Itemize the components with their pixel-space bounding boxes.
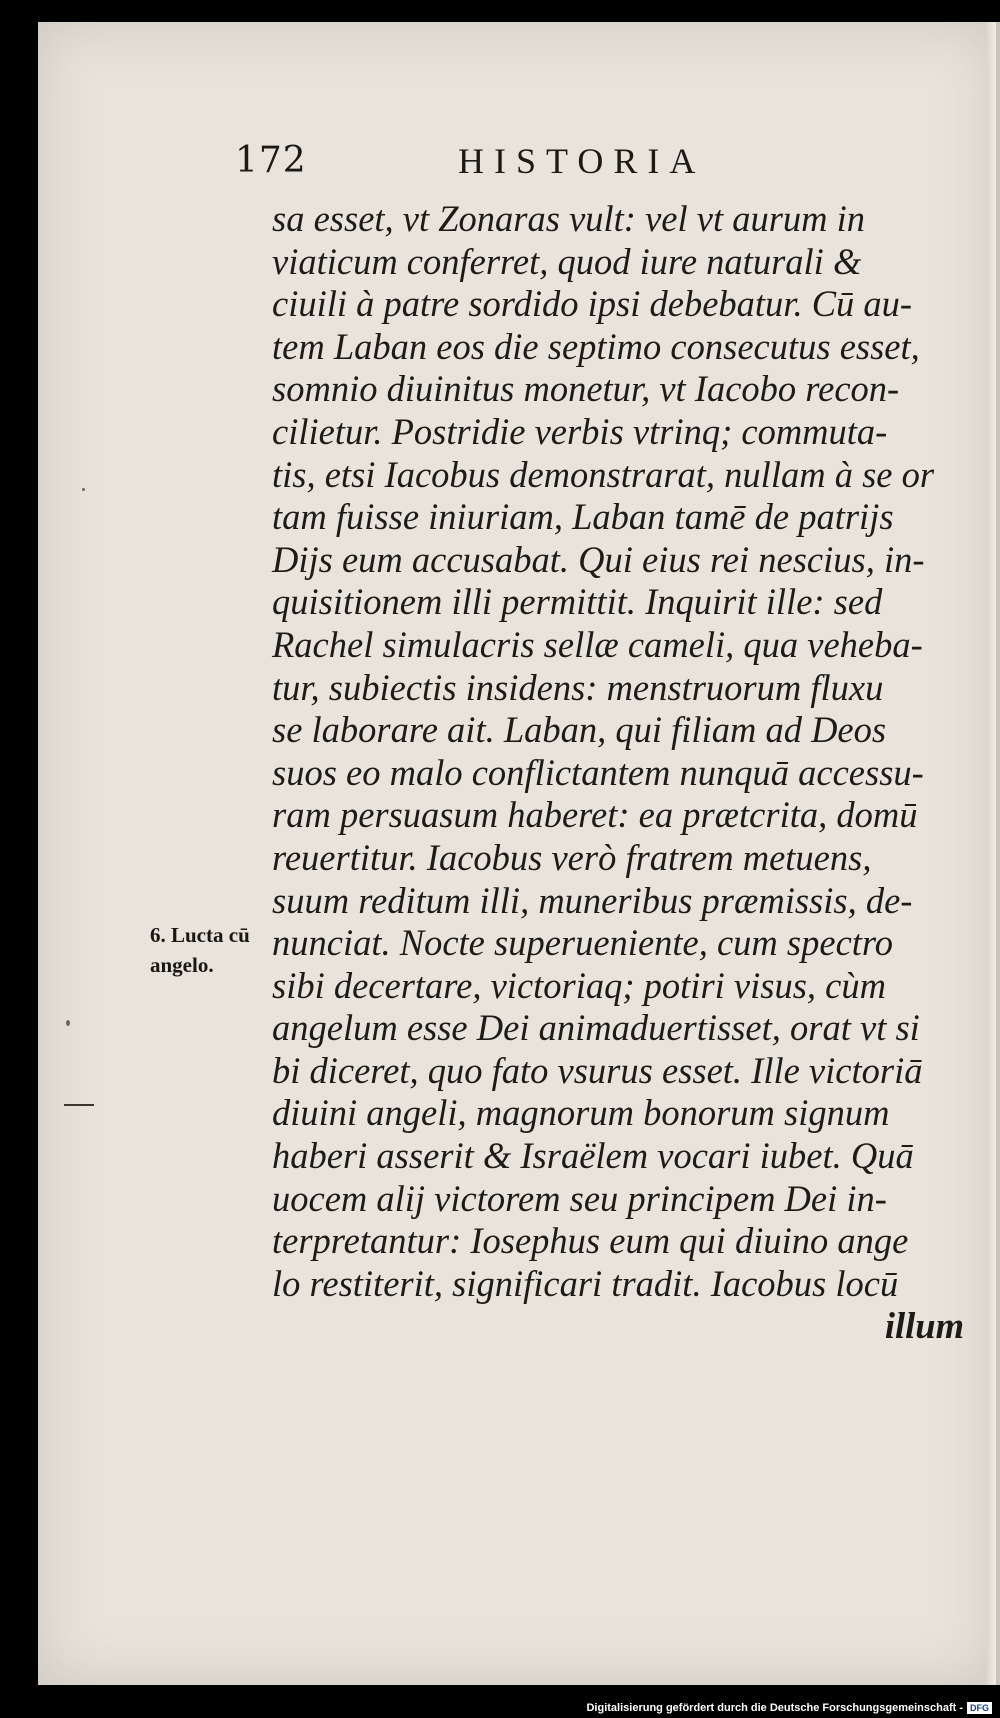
marginal-note-line: 6. Lucta cū xyxy=(150,923,250,947)
text-line: ciuili à patre sordido ipsi debebatur. Cū au- xyxy=(272,283,913,325)
text-line: lo restiterit, significari tradit. Iacobus locū xyxy=(272,1262,899,1304)
running-title: HISTORIA xyxy=(458,141,706,181)
text-line: tur, subiectis insidens: menstruorum fluxu xyxy=(272,666,884,708)
text-line: sa esset, vt Zonaras vult: vel vt aurum in xyxy=(272,198,866,239)
digitization-credit xyxy=(586,1701,992,1715)
page-header xyxy=(0,140,1000,190)
text-line: Dijs eum accusabat. Qui eius rei nescius, in- xyxy=(272,538,925,580)
text-line: cilietur. Postridie verbis vtrinq; commuta- xyxy=(272,410,888,452)
text-line: reuertitur. Iacobus verò fratrem metuens, xyxy=(272,836,872,878)
margin-mark xyxy=(64,1104,94,1106)
marginal-note xyxy=(150,920,280,980)
text-line: sibi decertare, victoriaq; potiri visus, cùm xyxy=(272,964,886,1006)
text-line: tam fuisse iniuriam, Laban tamē de patrijs xyxy=(272,496,894,538)
text-line: quisitionem illi permittit. Inquirit ille: sed xyxy=(272,581,883,623)
catchword: illum xyxy=(884,1305,964,1347)
text-line: se laborare ait. Laban, qui filiam ad Deos xyxy=(272,709,887,751)
text-line: suos eo malo conflictantem nunquā accessu- xyxy=(272,751,924,793)
page-number: 172 xyxy=(235,140,307,181)
marginal-note-line: angelo. xyxy=(150,953,214,977)
text-line: nunciat. Nocte superueniente, cum spectro xyxy=(272,922,894,964)
text-line: uocem alij victorem seu principem Dei in- xyxy=(272,1177,887,1219)
text-line: bi diceret, quo fato vsurus esset. Ille victoriā xyxy=(272,1049,923,1091)
credit-text: Digitalisierung gefördert durch die Deutsche Forschungsgemeinschaft - xyxy=(586,1702,963,1714)
next-page-edge xyxy=(996,22,1000,1685)
text-line: haberi asserit & Israëlem vocari iubet. Quā xyxy=(272,1135,914,1177)
dfg-logo: DFG xyxy=(967,1702,992,1714)
text-line: somnio diuinitus monetur, vt Iacobo recon- xyxy=(272,368,900,410)
paper-speck xyxy=(66,1020,70,1026)
text-line: diuini angeli, magnorum bonorum signum xyxy=(272,1092,890,1134)
text-line: tem Laban eos die septimo consecutus esset, xyxy=(272,325,920,367)
text-line: angelum esse Dei animaduertisset, orat vt si xyxy=(272,1007,920,1049)
text-line: viaticum conferret, quod iure naturali & xyxy=(272,240,862,282)
text-line: tis, etsi Iacobus demonstrarat, nullam à se or xyxy=(272,453,935,495)
page-edge xyxy=(986,22,996,1685)
text-line: terpretantur: Iosephus eum qui diuino ange xyxy=(272,1220,909,1262)
text-line: Rachel simulacris sellæ cameli, qua vehebа- xyxy=(272,623,923,665)
text-line: ram persuasum haberet: ea prætcrita, domū xyxy=(272,794,918,836)
paper-speck xyxy=(82,488,85,491)
body-text xyxy=(272,198,972,1348)
text-line: suum reditum illi, muneribus præmissis, de- xyxy=(272,879,913,921)
